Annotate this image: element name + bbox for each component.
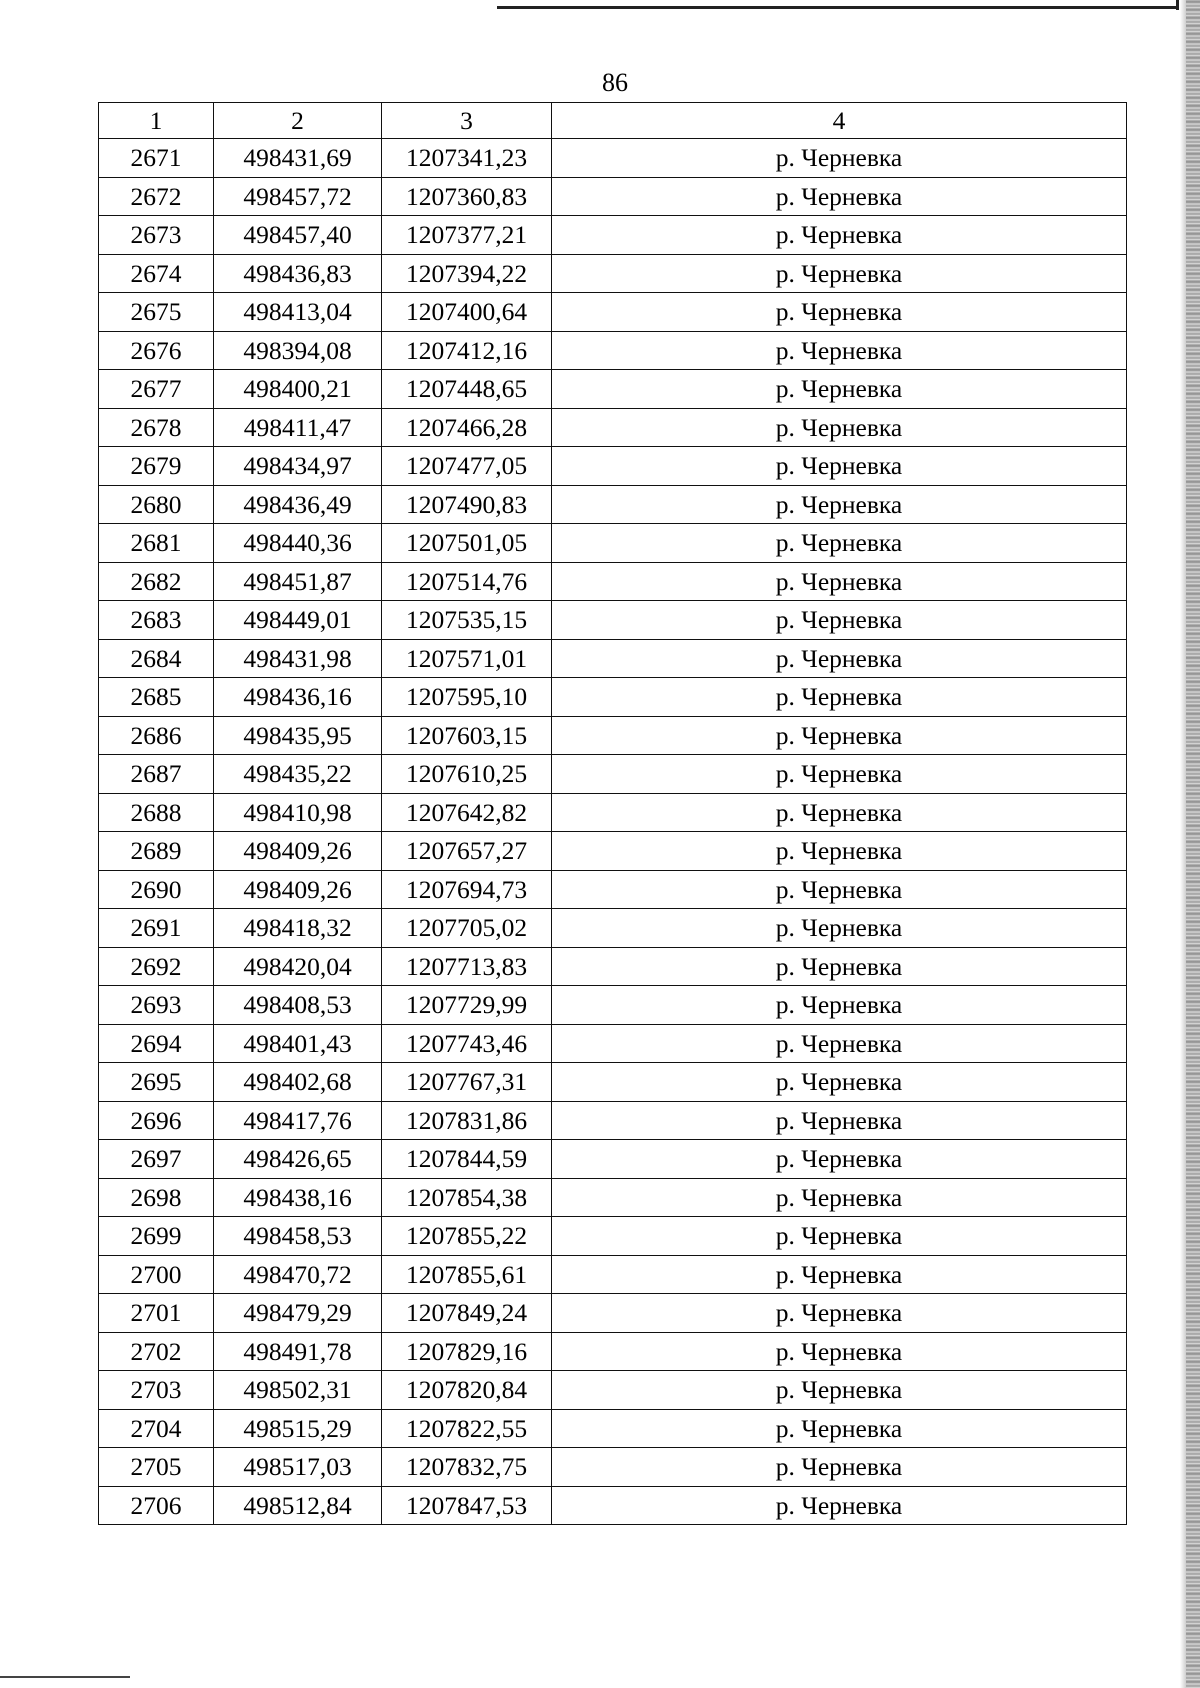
description-cell: р. Черневка <box>552 1255 1127 1294</box>
x-coordinate-cell: 498434,97 <box>214 447 382 486</box>
description-cell: р. Черневка <box>552 1101 1127 1140</box>
table-row <box>99 755 1127 794</box>
y-coordinate-cell: 1207642,82 <box>382 793 552 832</box>
point-number-cell: 2681 <box>99 524 214 563</box>
x-coordinate-cell: 498457,72 <box>214 177 382 216</box>
y-coordinate-cell: 1207535,15 <box>382 601 552 640</box>
x-coordinate-cell: 498435,22 <box>214 755 382 794</box>
point-number-cell: 2685 <box>99 678 214 717</box>
point-number-cell: 2688 <box>99 793 214 832</box>
page-number: 86 <box>602 68 628 97</box>
table-row <box>99 1024 1127 1063</box>
scan-edge-right <box>1186 0 1200 1688</box>
description-cell: р. Черневка <box>552 1178 1127 1217</box>
description-cell: р. Черневка <box>552 947 1127 986</box>
x-coordinate-cell: 498431,69 <box>214 139 382 178</box>
y-coordinate-cell: 1207571,01 <box>382 639 552 678</box>
point-number-cell: 2697 <box>99 1140 214 1179</box>
point-number-cell: 2705 <box>99 1448 214 1487</box>
description-cell: р. Черневка <box>552 601 1127 640</box>
y-coordinate-cell: 1207477,05 <box>382 447 552 486</box>
y-coordinate-cell: 1207603,15 <box>382 716 552 755</box>
y-coordinate-cell: 1207394,22 <box>382 254 552 293</box>
point-number-cell: 2671 <box>99 139 214 178</box>
y-coordinate-cell: 1207412,16 <box>382 331 552 370</box>
point-number-cell: 2675 <box>99 293 214 332</box>
table-row <box>99 947 1127 986</box>
description-cell: р. Черневка <box>552 254 1127 293</box>
y-coordinate-cell: 1207767,31 <box>382 1063 552 1102</box>
point-number-cell: 2704 <box>99 1409 214 1448</box>
x-coordinate-cell: 498515,29 <box>214 1409 382 1448</box>
description-cell: р. Черневка <box>552 755 1127 794</box>
y-coordinate-cell: 1207713,83 <box>382 947 552 986</box>
table-row <box>99 1140 1127 1179</box>
y-coordinate-cell: 1207705,02 <box>382 909 552 948</box>
description-cell: р. Черневка <box>552 1024 1127 1063</box>
description-cell: р. Черневка <box>552 408 1127 447</box>
header-cell-description: 4 <box>552 103 1127 139</box>
x-coordinate-cell: 498512,84 <box>214 1486 382 1525</box>
y-coordinate-cell: 1207400,64 <box>382 293 552 332</box>
point-number-cell: 2700 <box>99 1255 214 1294</box>
y-coordinate-cell: 1207854,38 <box>382 1178 552 1217</box>
table-row <box>99 1063 1127 1102</box>
table-row <box>99 1101 1127 1140</box>
description-cell: р. Черневка <box>552 447 1127 486</box>
scan-edge-corner <box>1176 0 1179 10</box>
table-row <box>99 408 1127 447</box>
description-cell: р. Черневка <box>552 832 1127 871</box>
y-coordinate-cell: 1207855,61 <box>382 1255 552 1294</box>
table-row <box>99 485 1127 524</box>
description-cell: р. Черневка <box>552 1371 1127 1410</box>
y-coordinate-cell: 1207820,84 <box>382 1371 552 1410</box>
x-coordinate-cell: 498479,29 <box>214 1294 382 1333</box>
description-cell: р. Черневка <box>552 216 1127 255</box>
table-row <box>99 909 1127 948</box>
header-row <box>99 103 1127 139</box>
x-coordinate-cell: 498400,21 <box>214 370 382 409</box>
y-coordinate-cell: 1207610,25 <box>382 755 552 794</box>
x-coordinate-cell: 498502,31 <box>214 1371 382 1410</box>
description-cell: р. Черневка <box>552 293 1127 332</box>
point-number-cell: 2682 <box>99 562 214 601</box>
x-coordinate-cell: 498517,03 <box>214 1448 382 1487</box>
y-coordinate-cell: 1207855,22 <box>382 1217 552 1256</box>
y-coordinate-cell: 1207847,53 <box>382 1486 552 1525</box>
table-row <box>99 870 1127 909</box>
x-coordinate-cell: 498401,43 <box>214 1024 382 1063</box>
x-coordinate-cell: 498420,04 <box>214 947 382 986</box>
point-number-cell: 2687 <box>99 755 214 794</box>
y-coordinate-cell: 1207844,59 <box>382 1140 552 1179</box>
y-coordinate-cell: 1207377,21 <box>382 216 552 255</box>
x-coordinate-cell: 498440,36 <box>214 524 382 563</box>
table-row <box>99 1178 1127 1217</box>
y-coordinate-cell: 1207822,55 <box>382 1409 552 1448</box>
table-row <box>99 562 1127 601</box>
x-coordinate-cell: 498409,26 <box>214 832 382 871</box>
table-row <box>99 254 1127 293</box>
y-coordinate-cell: 1207849,24 <box>382 1294 552 1333</box>
point-number-cell: 2680 <box>99 485 214 524</box>
x-coordinate-cell: 498417,76 <box>214 1101 382 1140</box>
y-coordinate-cell: 1207448,65 <box>382 370 552 409</box>
point-number-cell: 2686 <box>99 716 214 755</box>
y-coordinate-cell: 1207831,86 <box>382 1101 552 1140</box>
table-row <box>99 678 1127 717</box>
table-row <box>99 1448 1127 1487</box>
table-row <box>99 1294 1127 1333</box>
point-number-cell: 2690 <box>99 870 214 909</box>
table-row <box>99 139 1127 178</box>
table-row <box>99 1371 1127 1410</box>
point-number-cell: 2706 <box>99 1486 214 1525</box>
description-cell: р. Черневка <box>552 1063 1127 1102</box>
y-coordinate-cell: 1207829,16 <box>382 1332 552 1371</box>
x-coordinate-cell: 498431,98 <box>214 639 382 678</box>
x-coordinate-cell: 498438,16 <box>214 1178 382 1217</box>
table-row <box>99 331 1127 370</box>
description-cell: р. Черневка <box>552 1294 1127 1333</box>
table-row <box>99 177 1127 216</box>
point-number-cell: 2696 <box>99 1101 214 1140</box>
description-cell: р. Черневка <box>552 485 1127 524</box>
x-coordinate-cell: 498457,40 <box>214 216 382 255</box>
point-number-cell: 2691 <box>99 909 214 948</box>
x-coordinate-cell: 498491,78 <box>214 1332 382 1371</box>
description-cell: р. Черневка <box>552 1332 1127 1371</box>
point-number-cell: 2695 <box>99 1063 214 1102</box>
x-coordinate-cell: 498410,98 <box>214 793 382 832</box>
description-cell: р. Черневка <box>552 524 1127 563</box>
point-number-cell: 2701 <box>99 1294 214 1333</box>
x-coordinate-cell: 498436,16 <box>214 678 382 717</box>
coordinates-table <box>98 102 1127 1525</box>
description-cell: р. Черневка <box>552 370 1127 409</box>
table-row <box>99 1255 1127 1294</box>
x-coordinate-cell: 498470,72 <box>214 1255 382 1294</box>
point-number-cell: 2674 <box>99 254 214 293</box>
description-cell: р. Черневка <box>552 1217 1127 1256</box>
description-cell: р. Черневка <box>552 678 1127 717</box>
y-coordinate-cell: 1207490,83 <box>382 485 552 524</box>
description-cell: р. Черневка <box>552 177 1127 216</box>
y-coordinate-cell: 1207514,76 <box>382 562 552 601</box>
table-row <box>99 293 1127 332</box>
scan-edge-line-bottom <box>0 1676 130 1678</box>
point-number-cell: 2689 <box>99 832 214 871</box>
table-row <box>99 832 1127 871</box>
description-cell: р. Черневка <box>552 562 1127 601</box>
point-number-cell: 2694 <box>99 1024 214 1063</box>
x-coordinate-cell: 498418,32 <box>214 909 382 948</box>
x-coordinate-cell: 498449,01 <box>214 601 382 640</box>
point-number-cell: 2699 <box>99 1217 214 1256</box>
y-coordinate-cell: 1207694,73 <box>382 870 552 909</box>
x-coordinate-cell: 498435,95 <box>214 716 382 755</box>
description-cell: р. Черневка <box>552 986 1127 1025</box>
point-number-cell: 2702 <box>99 1332 214 1371</box>
y-coordinate-cell: 1207341,23 <box>382 139 552 178</box>
point-number-cell: 2677 <box>99 370 214 409</box>
table-row <box>99 524 1127 563</box>
description-cell: р. Черневка <box>552 639 1127 678</box>
point-number-cell: 2678 <box>99 408 214 447</box>
x-coordinate-cell: 498402,68 <box>214 1063 382 1102</box>
point-number-cell: 2693 <box>99 986 214 1025</box>
x-coordinate-cell: 498436,83 <box>214 254 382 293</box>
y-coordinate-cell: 1207832,75 <box>382 1448 552 1487</box>
y-coordinate-cell: 1207657,27 <box>382 832 552 871</box>
table-row <box>99 370 1127 409</box>
table-row <box>99 447 1127 486</box>
y-coordinate-cell: 1207595,10 <box>382 678 552 717</box>
header-cell-y-coordinate: 3 <box>382 103 552 139</box>
description-cell: р. Черневка <box>552 1140 1127 1179</box>
description-cell: р. Черневка <box>552 1486 1127 1525</box>
x-coordinate-cell: 498409,26 <box>214 870 382 909</box>
x-coordinate-cell: 498436,49 <box>214 485 382 524</box>
table-row <box>99 601 1127 640</box>
x-coordinate-cell: 498413,04 <box>214 293 382 332</box>
x-coordinate-cell: 498411,47 <box>214 408 382 447</box>
table-row <box>99 639 1127 678</box>
table-row <box>99 216 1127 255</box>
y-coordinate-cell: 1207466,28 <box>382 408 552 447</box>
y-coordinate-cell: 1207360,83 <box>382 177 552 216</box>
table-row <box>99 1217 1127 1256</box>
point-number-cell: 2692 <box>99 947 214 986</box>
description-cell: р. Черневка <box>552 793 1127 832</box>
point-number-cell: 2673 <box>99 216 214 255</box>
x-coordinate-cell: 498394,08 <box>214 331 382 370</box>
table-body <box>99 139 1127 1525</box>
x-coordinate-cell: 498458,53 <box>214 1217 382 1256</box>
table-row <box>99 986 1127 1025</box>
y-coordinate-cell: 1207729,99 <box>382 986 552 1025</box>
y-coordinate-cell: 1207743,46 <box>382 1024 552 1063</box>
table-row <box>99 716 1127 755</box>
description-cell: р. Черневка <box>552 1409 1127 1448</box>
y-coordinate-cell: 1207501,05 <box>382 524 552 563</box>
point-number-cell: 2698 <box>99 1178 214 1217</box>
header-cell-point-number: 1 <box>99 103 214 139</box>
description-cell: р. Черневка <box>552 870 1127 909</box>
scan-edge-line-top <box>497 6 1177 9</box>
description-cell: р. Черневка <box>552 139 1127 178</box>
point-number-cell: 2676 <box>99 331 214 370</box>
description-cell: р. Черневка <box>552 716 1127 755</box>
table-row <box>99 1409 1127 1448</box>
point-number-cell: 2683 <box>99 601 214 640</box>
x-coordinate-cell: 498426,65 <box>214 1140 382 1179</box>
x-coordinate-cell: 498408,53 <box>214 986 382 1025</box>
description-cell: р. Черневка <box>552 331 1127 370</box>
description-cell: р. Черневка <box>552 1448 1127 1487</box>
table-row <box>99 1332 1127 1371</box>
description-cell: р. Черневка <box>552 909 1127 948</box>
point-number-cell: 2703 <box>99 1371 214 1410</box>
point-number-cell: 2679 <box>99 447 214 486</box>
point-number-cell: 2672 <box>99 177 214 216</box>
point-number-cell: 2684 <box>99 639 214 678</box>
header-cell-x-coordinate: 2 <box>214 103 382 139</box>
table-row <box>99 793 1127 832</box>
table-header <box>99 103 1127 139</box>
table-row <box>99 1486 1127 1525</box>
x-coordinate-cell: 498451,87 <box>214 562 382 601</box>
